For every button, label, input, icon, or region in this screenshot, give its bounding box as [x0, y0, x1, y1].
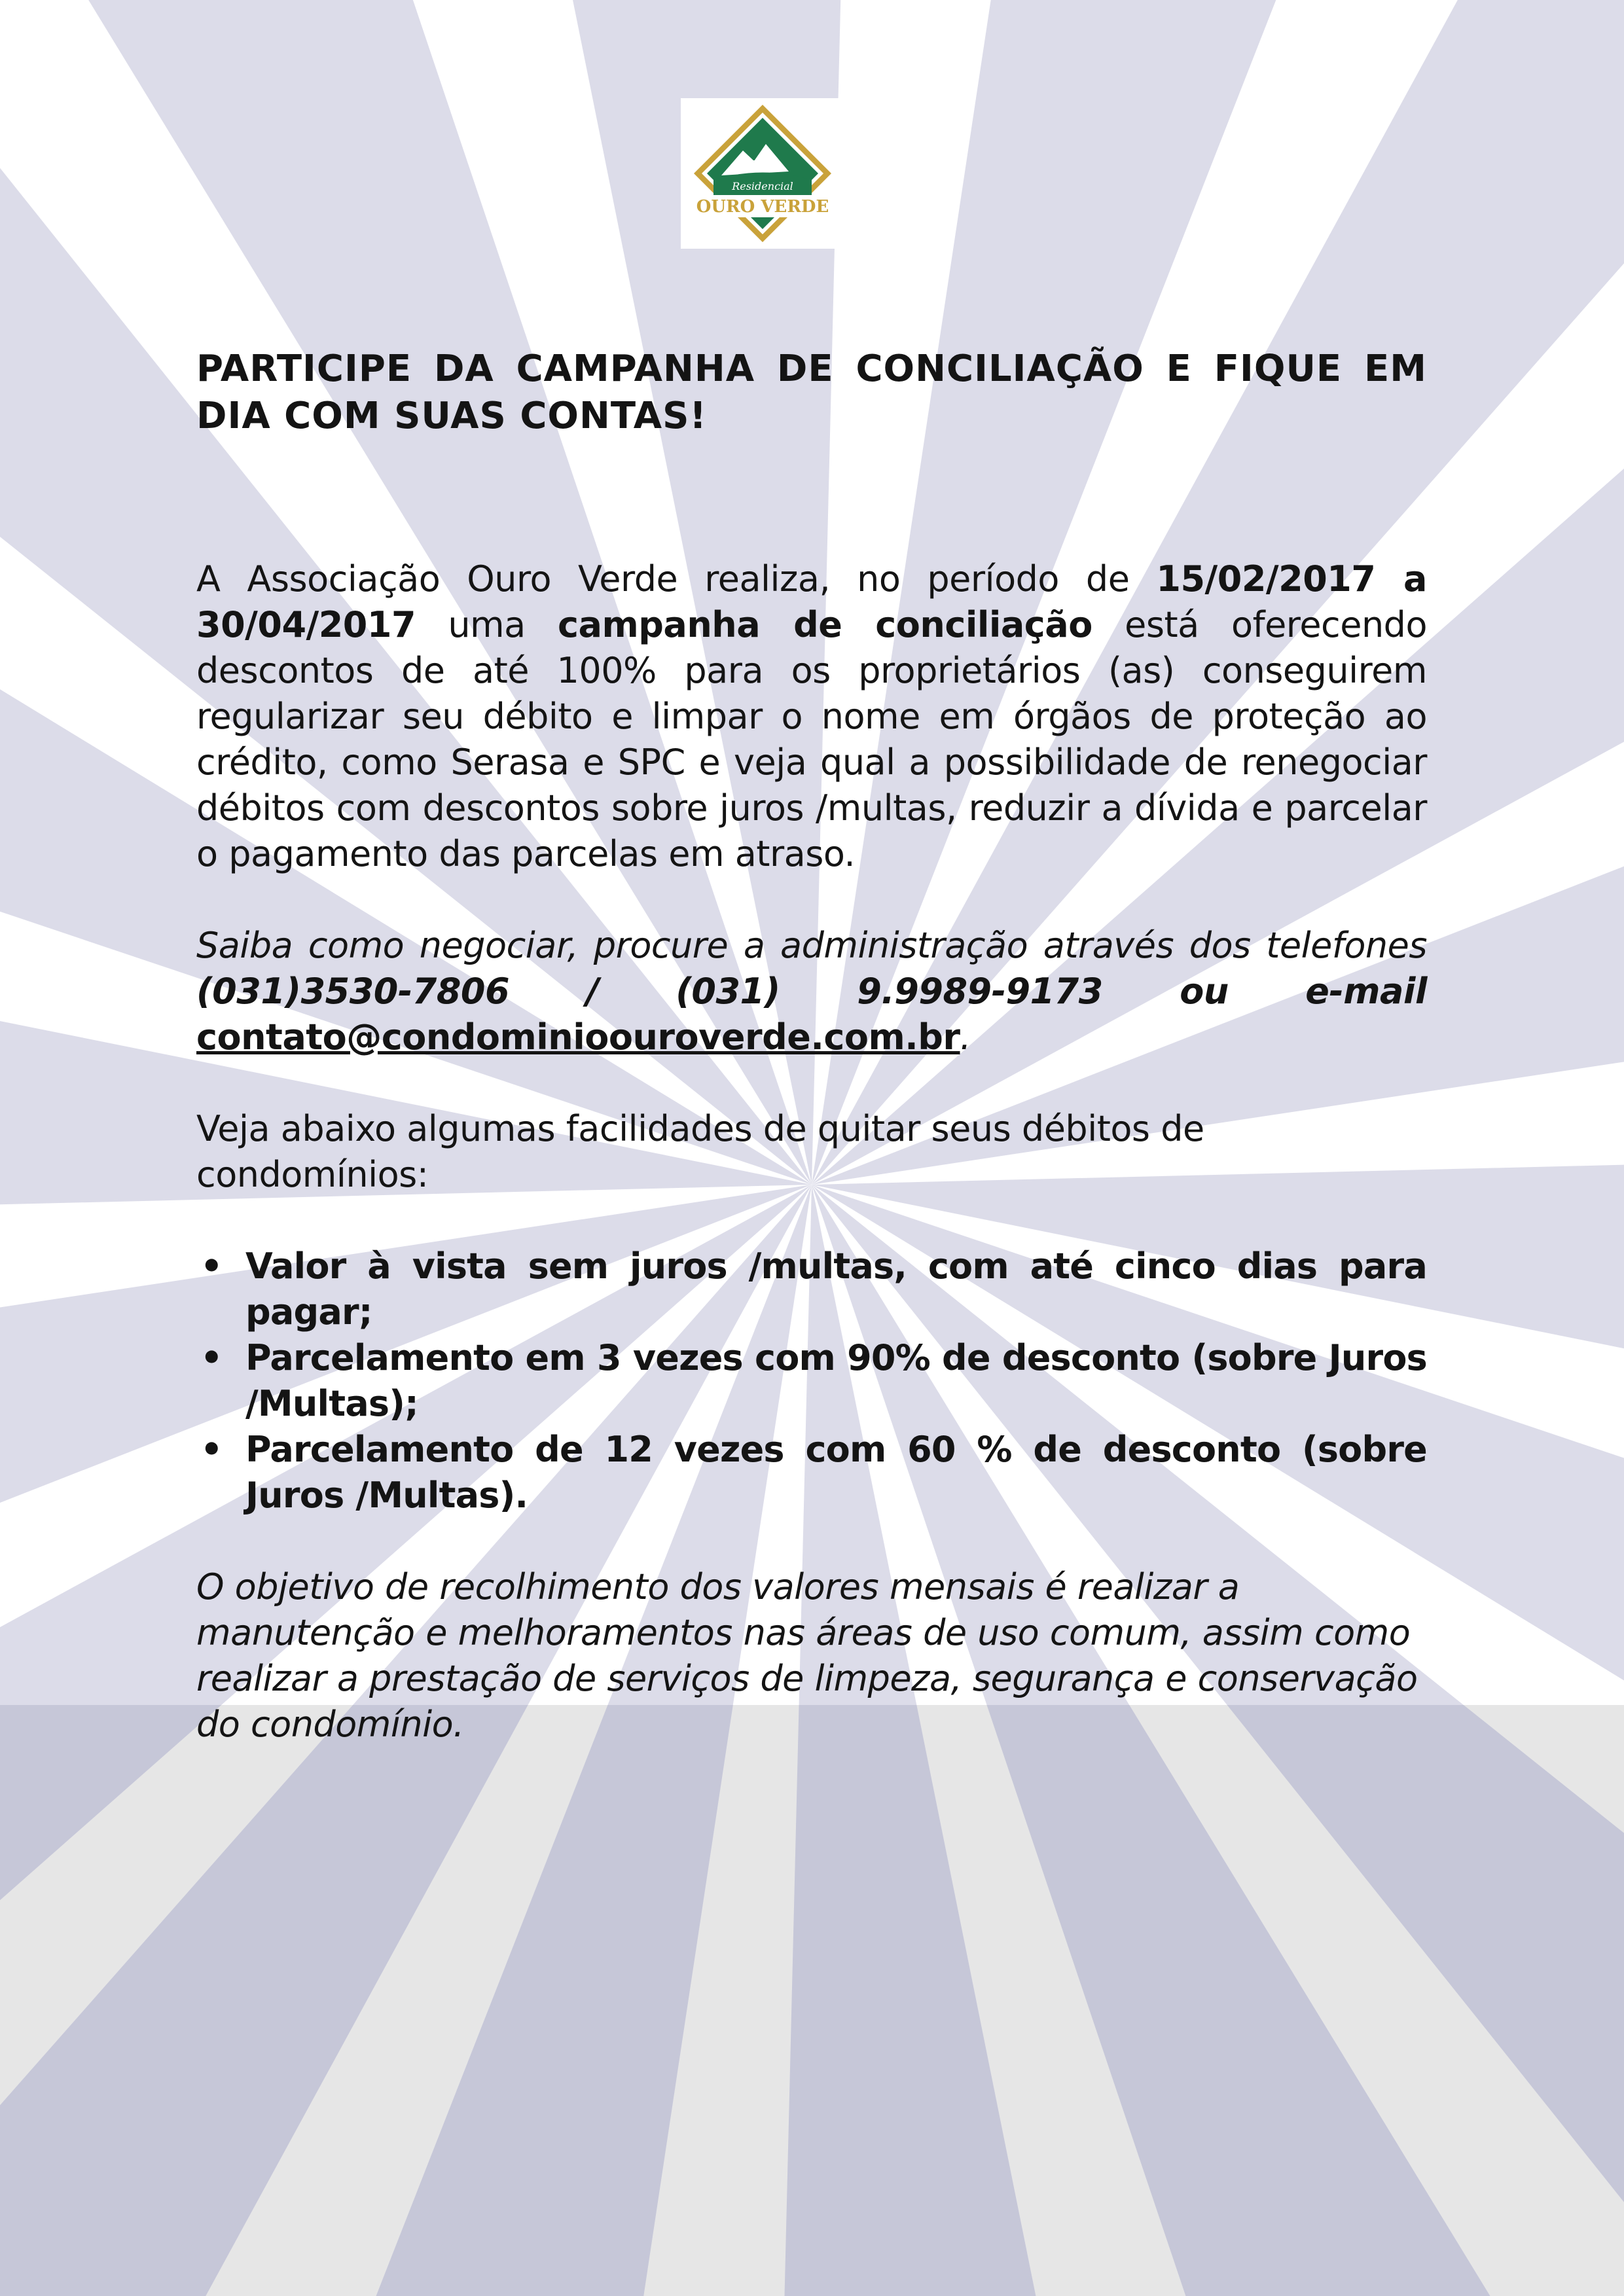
facilities-list — [196, 1244, 1427, 1518]
list-item — [196, 1427, 1427, 1518]
phone-2-number: 9.9989-9173 — [857, 971, 1103, 1012]
closing-paragraph: O objetivo de recolhimento dos valores mensais é realizar a manutenção e melhoramentos nas áreas de uso comum, assim como realizar a prestação de serviços de limpeza, segurança e conservação do condomínio. — [196, 1566, 1418, 1745]
contact-end: . — [960, 1016, 971, 1058]
logo — [681, 98, 844, 249]
phone-1: (031)3530-7806 — [196, 971, 510, 1012]
list-item-text: Parcelamento de 12 vezes com 60 % de desconto (sobre Juros /Multas). — [245, 1429, 1427, 1516]
intro-text-1: A Associação Ouro Verde realiza, no período de — [196, 558, 1157, 600]
list-item — [196, 1335, 1427, 1427]
bullet-icon: • — [200, 1429, 223, 1470]
email-label: e-mail — [1305, 971, 1427, 1012]
list-item-text: Valor à vista sem juros /multas, com até cinco dias para pagar; — [245, 1246, 1427, 1333]
contact-phones — [196, 969, 1427, 1014]
document-body — [196, 346, 1427, 1748]
email-link[interactable]: contato@condominioouroverde.com.br — [196, 1016, 960, 1058]
phone-separator: / — [586, 971, 599, 1012]
contact-paragraph — [196, 923, 1427, 1060]
contact-or: ou — [1180, 971, 1229, 1012]
intro-text-3: está oferecendo descontos de até 100% para os proprietários (as) conseguirem regularizar seu débito e limpar o nome em órgãos de proteção ao crédito, como Serasa e SPC e veja qual a possibilidade de renegociar débitos com descontos sobre juros /multas, reduzir a dívida e parcelar o pagamento das parcelas em atraso. — [196, 604, 1427, 874]
facilities-intro: Veja abaixo algumas facilidades de quitar seus débitos de condomínios: — [196, 1108, 1204, 1195]
campaign-name: campanha de conciliação — [558, 604, 1092, 645]
list-item — [196, 1244, 1427, 1335]
bullet-icon: • — [200, 1337, 223, 1378]
bullet-icon: • — [200, 1246, 223, 1287]
logo-script-text: Residencial — [732, 180, 793, 192]
phone-2-area: (031) — [676, 971, 780, 1012]
logo-brand-text: OURO VERDE — [696, 197, 829, 217]
list-item-text: Parcelamento em 3 vezes com 90% de desconto (sobre Juros /Multas); — [245, 1337, 1427, 1424]
contact-email-line — [196, 1014, 1427, 1060]
intro-text-2: uma — [416, 604, 558, 645]
page-title: PARTICIPE DA CAMPANHA DE CONCILIAÇÃO E FIQUE EM DIA COM SUAS CONTAS! — [196, 348, 1427, 437]
contact-lead: Saiba como negociar, procure a administração através dos telefones — [196, 925, 1427, 966]
campaign-period: 15/02/2017 a 30/04/2017 — [196, 558, 1427, 645]
intro-paragraph — [196, 556, 1427, 877]
